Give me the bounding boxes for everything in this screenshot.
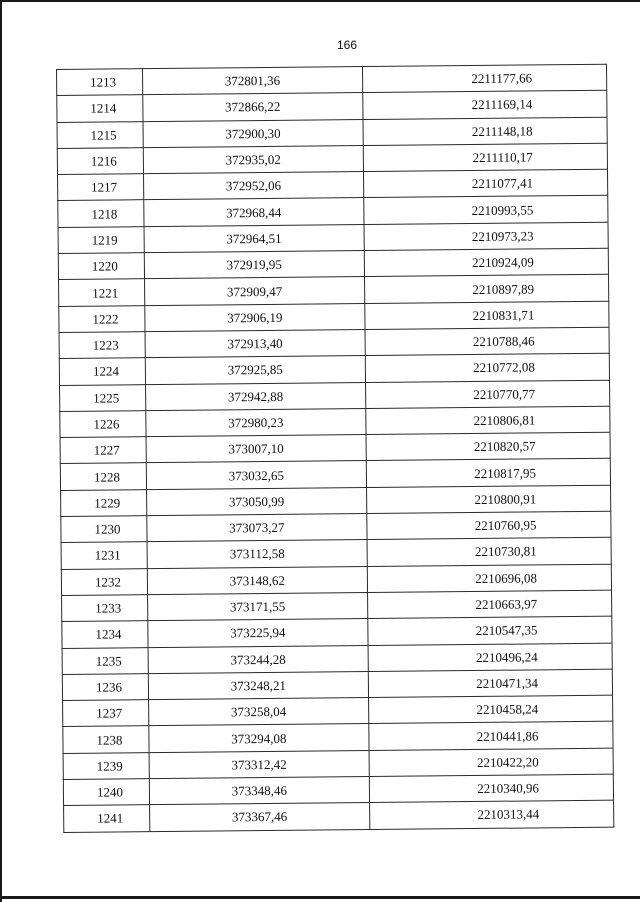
y-coordinate-cell: 2210800,91 [367,485,611,514]
x-coordinate-cell: 373258,04 [149,698,369,726]
y-coordinate-cell: 2210458,24 [369,695,613,724]
point-number-cell: 1241 [64,805,150,832]
y-coordinate-cell: 2210770,77 [366,380,610,409]
x-coordinate-cell: 372906,19 [145,303,365,331]
y-coordinate-cell: 2210696,08 [367,564,611,593]
x-coordinate-cell: 372980,23 [146,408,366,436]
y-coordinate-cell: 2210897,89 [365,275,609,304]
x-coordinate-cell: 372913,40 [145,330,365,358]
y-coordinate-cell: 2210772,08 [365,353,609,382]
point-number-cell: 1218 [58,200,144,227]
point-number-cell: 1215 [57,121,143,148]
x-coordinate-cell: 373294,08 [149,724,369,752]
coordinates-table [56,64,614,833]
x-coordinate-cell: 373312,42 [149,750,369,778]
table-body [57,64,614,832]
x-coordinate-cell: 373244,28 [148,645,368,673]
table-row [64,800,614,832]
y-coordinate-cell: 2210730,81 [367,538,611,567]
x-coordinate-cell: 373112,58 [147,540,367,568]
y-coordinate-cell: 2211177,66 [362,64,606,93]
point-number-cell: 1235 [62,647,148,674]
point-number-cell: 1229 [61,489,147,516]
point-number-cell: 1223 [59,332,145,359]
scan-edge-bottom [0,896,640,899]
scan-edge-left [0,0,2,902]
point-number-cell: 1237 [63,700,149,727]
point-number-cell: 1220 [58,253,144,280]
point-number-cell: 1222 [59,305,145,332]
point-number-cell: 1232 [61,568,147,595]
point-number-cell: 1217 [58,174,144,201]
point-number-cell: 1221 [59,279,145,306]
point-number-cell: 1233 [62,595,148,622]
point-number-cell: 1216 [57,148,143,175]
x-coordinate-cell: 372952,06 [144,172,364,200]
y-coordinate-cell: 2210471,34 [368,669,612,698]
x-coordinate-cell: 373225,94 [148,619,368,647]
x-coordinate-cell: 372866,22 [143,93,363,121]
x-coordinate-cell: 373032,65 [146,461,366,489]
y-coordinate-cell: 2211110,17 [363,143,607,172]
x-coordinate-cell: 372909,47 [145,277,365,305]
point-number-cell: 1227 [60,437,146,464]
x-coordinate-cell: 373348,46 [149,777,369,805]
point-number-cell: 1213 [57,69,143,96]
point-number-cell: 1225 [60,384,146,411]
point-number-cell: 1236 [62,673,148,700]
point-number-cell: 1234 [62,621,148,648]
y-coordinate-cell: 2210788,46 [365,327,609,356]
point-number-cell: 1219 [58,226,144,253]
y-coordinate-cell: 2210973,23 [364,222,608,251]
x-coordinate-cell: 373050,99 [147,487,367,515]
y-coordinate-cell: 2210313,44 [370,800,614,829]
y-coordinate-cell: 2211077,41 [364,169,608,198]
y-coordinate-cell: 2211169,14 [363,91,607,120]
page-number: 166 [336,38,358,52]
x-coordinate-cell: 372801,36 [143,67,363,95]
x-coordinate-cell: 373248,21 [148,671,368,699]
point-number-cell: 1239 [63,752,149,779]
x-coordinate-cell: 372900,30 [143,119,363,147]
y-coordinate-cell: 2210760,95 [367,511,611,540]
point-number-cell: 1238 [63,726,149,753]
y-coordinate-cell: 2210806,81 [366,406,610,435]
point-number-cell: 1230 [61,516,147,543]
y-coordinate-cell: 2210663,97 [368,590,612,619]
y-coordinate-cell: 2210831,71 [365,301,609,330]
point-number-cell: 1240 [63,779,149,806]
y-coordinate-cell: 2210441,86 [369,722,613,751]
point-number-cell: 1231 [61,542,147,569]
y-coordinate-cell: 2211148,18 [363,117,607,146]
x-coordinate-cell: 373171,55 [148,592,368,620]
x-coordinate-cell: 373007,10 [146,435,366,463]
x-coordinate-cell: 372935,02 [143,145,363,173]
y-coordinate-cell: 2210924,09 [364,248,608,277]
x-coordinate-cell: 373367,46 [150,803,370,831]
x-coordinate-cell: 372919,95 [144,251,364,279]
point-number-cell: 1214 [57,95,143,122]
y-coordinate-cell: 2210547,35 [368,616,612,645]
y-coordinate-cell: 2210817,95 [366,459,610,488]
y-coordinate-cell: 2210496,24 [368,643,612,672]
x-coordinate-cell: 373148,62 [147,566,367,594]
y-coordinate-cell: 2210422,20 [369,748,613,777]
y-coordinate-cell: 2210340,96 [369,774,613,803]
scan-edge-top [0,0,640,2]
x-coordinate-cell: 372925,85 [145,356,365,384]
x-coordinate-cell: 372942,88 [146,382,366,410]
y-coordinate-cell: 2210820,57 [366,432,610,461]
x-coordinate-cell: 372968,44 [144,198,364,226]
point-number-cell: 1226 [60,411,146,438]
x-coordinate-cell: 372964,51 [144,224,364,252]
x-coordinate-cell: 373073,27 [147,514,367,542]
coordinates-table-wrapper [56,64,613,833]
point-number-cell: 1228 [60,463,146,490]
point-number-cell: 1224 [59,358,145,385]
y-coordinate-cell: 2210993,55 [364,196,608,225]
